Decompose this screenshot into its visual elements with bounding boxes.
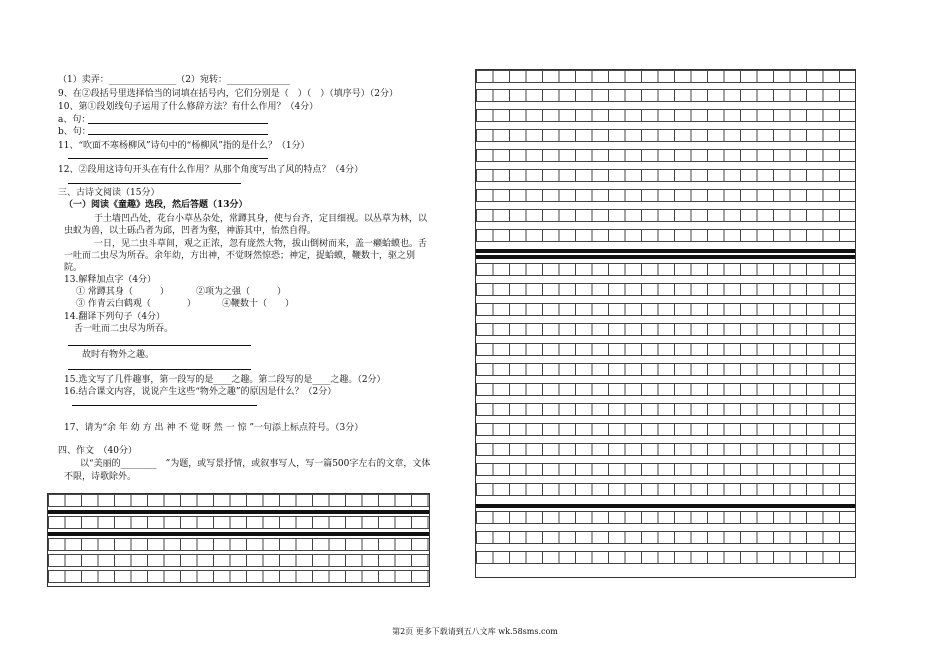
passage-line: 一日，见二虫斗草间，观之正浓，忽有庞然大物，拔山倒树而来，盖一癞蛤蟆也。舌 [94,239,428,249]
grid-divider [48,532,429,536]
grid-row [476,303,855,316]
passage-line: 一吐而二虫尽为所吞。余年幼，方出神，不觉呀然惊恐；神定，捉蛤蟆，鞭数十，驱之别 [64,251,416,261]
essay-grid-left [47,493,430,587]
passage-line: 于土墙凹凸处，花台小草丛杂处，常蹲其身，使与台齐，定目细视。以丛草为林，以 [94,214,428,224]
grid-row [48,516,429,529]
question-13-a: ① 常蹲其身（ ） [76,287,169,297]
answer-line [72,405,257,406]
essay-prompt-line-1: 以“美丽的________ ”为题，或写景抒情，或叙事写人，写一篇500字左右的文章，文体 [80,459,431,469]
grid-row [476,189,855,202]
grid-row [476,531,855,544]
grid-row [476,169,855,182]
grid-row [476,89,855,102]
essay-prompt-line-2: 不限，诗歌除外。 [64,472,137,482]
question-14-sentence-2: 故时有物外之趣。 [82,350,155,360]
grid-row [476,463,855,476]
page-footer: 第2页 更多下载请到五八文库 wk.58sms.com [392,627,558,636]
question-10-b: b、句： [58,127,91,137]
answer-line [88,123,268,124]
grid-row [476,343,855,356]
grid-row [476,129,855,142]
reading-title: （一）阅读《童趣》选段，然后答题（13分） [64,200,248,210]
essay-grid-right [475,69,856,578]
grid-row [48,554,429,567]
question-10: 10、第①段划线句子运用了什么修辞方法？有什么作用？（4分） [58,102,319,112]
answer-line [68,345,251,346]
grid-row [476,323,855,336]
grid-row [476,109,855,122]
passage-line: 虫蚁为兽，以土砾凸者为邱，凹者为壑，神游其中，怡然自得。 [64,226,317,236]
section-4-heading: 四、作文 （40分） [58,446,137,456]
question-14-sentence-1: 舌一吐而二虫尽为所吞。 [74,324,174,334]
question-13-d: ④鞭数十（ ） [222,299,295,309]
answer-line [88,134,268,135]
answer-line [68,369,251,370]
q8-line: （1）卖弄：_______________（2）宛转：______________ [58,75,290,85]
grid-row [476,283,855,296]
question-13-b: ②项为之强（ ） [196,287,287,297]
question-15: 15.选文写了几件趣事，第一段写的是____之趣。第二段写的是____之趣。（2分） [64,375,386,385]
grid-row [48,538,429,551]
grid-row [48,570,429,583]
question-11: 11、“吹面不寒杨柳风”诗句中的“杨柳风”指的是什么？（1分） [58,141,310,151]
grid-divider [476,249,855,253]
grid-row [476,403,855,416]
grid-row [476,263,855,276]
grid-row [476,423,855,436]
question-12: 12、②段用这诗句开头在有什么作用？从那个角度写出了风的特点？（4分） [58,165,364,175]
passage-line: 院。 [64,263,83,273]
grid-row [476,443,855,456]
grid-divider [48,510,429,514]
question-16: 16.结合课文内容，说说产生这些“物外之趣”的原因是什么？（2分） [64,387,337,397]
question-14: 14.翻译下列句子（4分） [64,312,166,322]
grid-row [476,149,855,162]
answer-line [68,183,241,184]
grid-divider [476,255,855,259]
grid-row [476,70,855,83]
question-13-c: ③ 作青云白鹤观（ ） [76,299,196,309]
grid-row [476,383,855,396]
answer-line [68,158,268,159]
grid-row [476,209,855,222]
grid-row [476,363,855,376]
question-17: 17、请为“余 年 幼 方 出 神 不 觉 呀 然 一 惊 ”一句添上标点符号。（3分） [64,423,364,433]
question-13: 13.解释加点字（4分） [64,275,157,285]
grid-row [476,229,855,242]
grid-row [48,494,429,507]
grid-row [476,511,855,524]
grid-row [476,551,855,564]
section-3-heading: 三、古诗文阅读（15分） [58,188,160,198]
grid-divider [476,504,855,508]
question-9: 9、在②段括号里选择恰当的词填在括号内，它们分别是（ ）（ ）（填序号）（2分） [58,89,398,99]
grid-row [476,483,855,496]
question-10-a: a、句： [58,115,91,125]
